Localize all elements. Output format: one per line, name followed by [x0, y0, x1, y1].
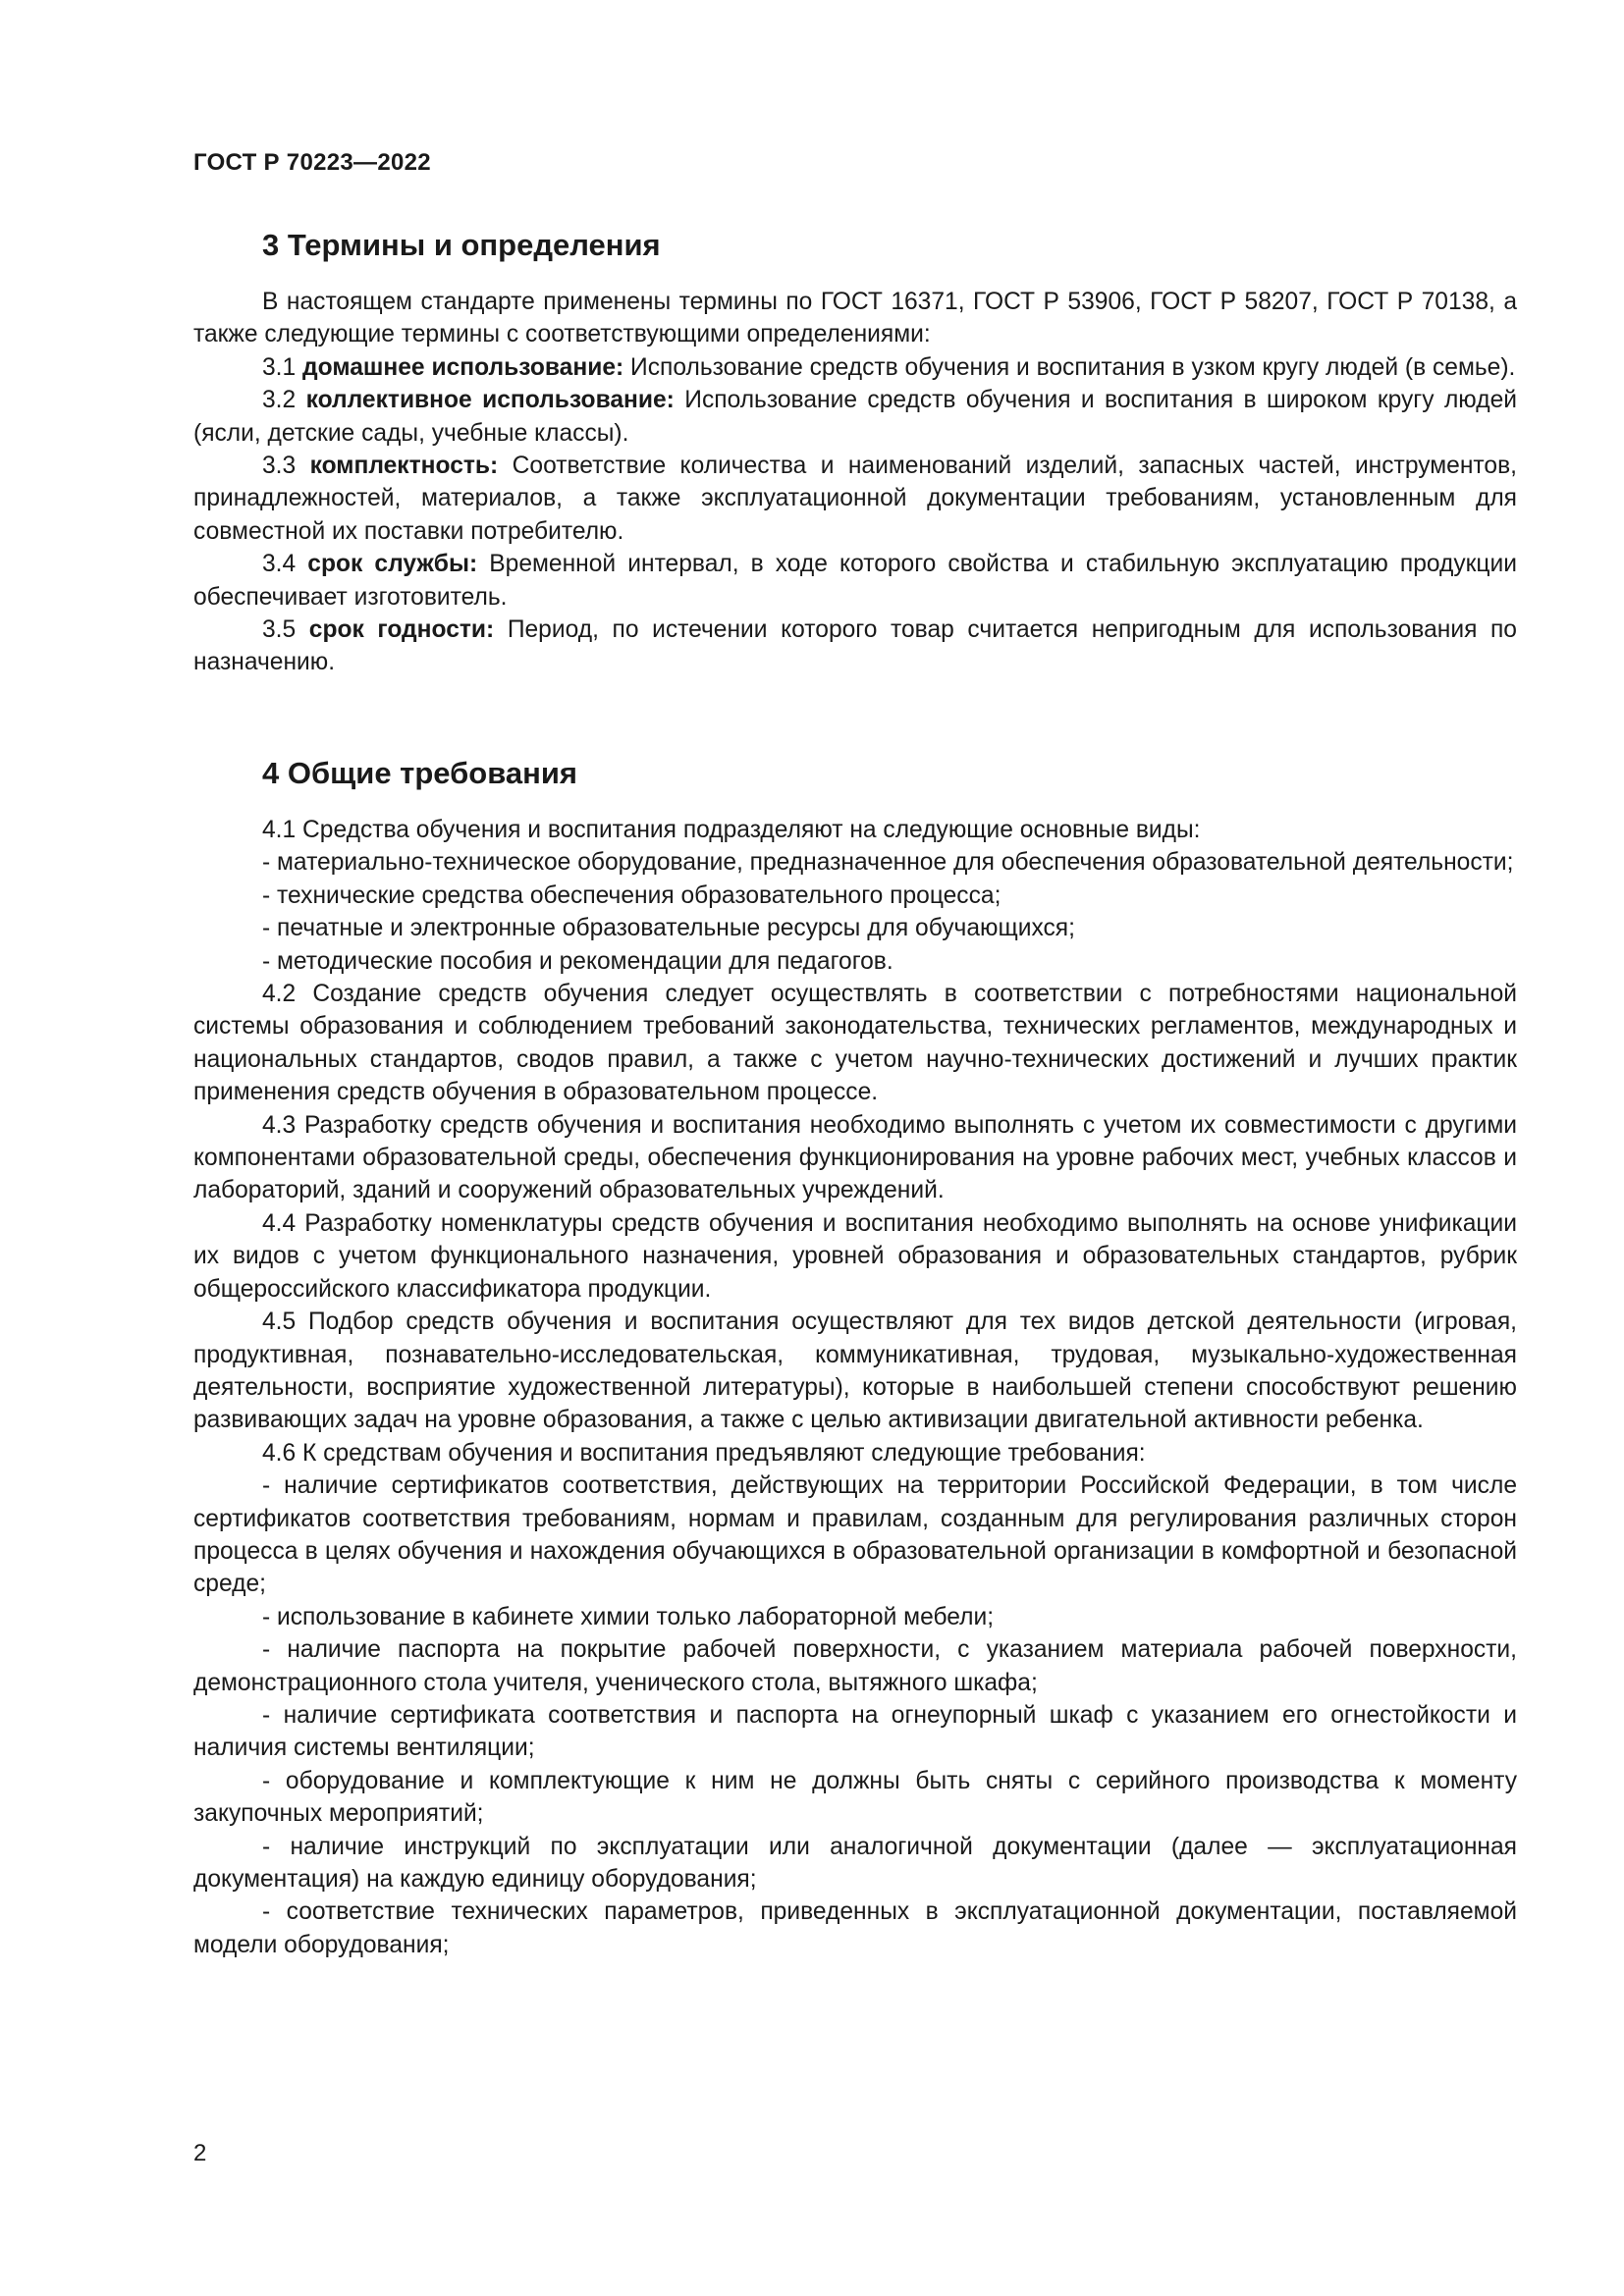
- term-number: 3.2: [262, 387, 297, 414]
- term-name: домашнее использование:: [302, 353, 624, 381]
- term-definition: Использование средств обучения и воспитания в широком кругу людей (ясли, детские сады, учебные классы).: [193, 387, 1517, 447]
- paragraph-4-6: 4.6 К средствам обучения и воспитания предъявляют следующие требования:: [262, 1439, 1146, 1467]
- page-number: 2: [193, 2140, 207, 2166]
- section-3-intro: В настоящем стандарте применены термины по ГОСТ 16371, ГОСТ Р 53906, ГОСТ Р 58207, ГОСТ Р 70138, а также следующие термины с соответствующими определениями:: [193, 289, 1517, 348]
- paragraph-4-2: 4.2 Создание средств обучения следует осуществлять в соответствии с потребностями национальной системы образования и соблюдением требований законодательства, технических регламентов, международных и национальных стандартов, сводов правил, а также с учетом научно-технических достижений и лучших практик применения средств обучения в образовательном процессе.: [193, 981, 1517, 1106]
- list-item: - наличие сертификата соответствия и паспорта на огнеупорный шкаф с указанием его огнестойкости и наличия системы вентиляции;: [193, 1701, 1517, 1762]
- term-number: 3.5: [262, 616, 297, 644]
- paragraph-4-4: 4.4 Разработку номенклатуры средств обучения и воспитания необходимо выполнять на основе унификации их видов с учетом функционального назначения, уровней образования и образовательных стандартов, рубрик общероссийского классификатора продукции.: [193, 1209, 1517, 1303]
- list-item: - технические средства обеспечения образовательного процесса;: [262, 881, 1001, 909]
- section-4-title: 4 Общие требования: [262, 756, 577, 790]
- section-3-title: 3 Термины и определения: [262, 228, 661, 262]
- term-paragraph: [193, 351, 1517, 384]
- list-item: - методические пособия и рекомендации для педагогов.: [262, 947, 893, 975]
- term-name: комплектность:: [309, 453, 499, 480]
- term-definition: Временной интервал, в ходе которого свойства и стабильную эксплуатацию продукции обеспечивает изготовитель.: [193, 551, 1517, 611]
- term-paragraph: [193, 450, 1517, 548]
- list-item: - наличие сертификатов соответствия, действующих на территории Российской Федерации, в том числе сертификатов соответствия требованиям, нормам и правилам, созданным для регулирования различных сторон процесса в целях обучения и нахождения обучающихся в образовательной организации в комфортной и безопасной среде;: [193, 1472, 1517, 1598]
- term-name: срок службы:: [307, 551, 478, 578]
- list-item: - печатные и электронные образовательные ресурсы для обучающихся;: [262, 915, 1075, 942]
- section-4-body: [193, 814, 1517, 1961]
- list-item: - наличие паспорта на покрытие рабочей поверхности, с указанием материала рабочей поверхности, демонстрационного стола учителя, ученического стола, вытяжного шкафа;: [193, 1636, 1517, 1696]
- term-number: 3.3: [262, 453, 297, 480]
- term-paragraph: [193, 384, 1517, 450]
- term-definition: Период, по истечении которого товар считается непригодным для использования по назначению.: [193, 616, 1517, 676]
- term-paragraph: [193, 548, 1517, 614]
- term-name: срок годности:: [308, 616, 495, 644]
- list-item: - оборудование и комплектующие к ним не должны быть сняты с серийного производства к моменту закупочных мероприятий;: [193, 1767, 1517, 1828]
- term-name: коллективное использование:: [305, 387, 675, 414]
- term-definition: Использование средств обучения и воспитания в узком кругу людей (в семье).: [630, 353, 1516, 381]
- term-number: 3.1: [262, 353, 297, 381]
- list-item: - использование в кабинете химии только лабораторной мебели;: [262, 1603, 995, 1630]
- section-3-body: [193, 286, 1517, 679]
- list-item: - наличие инструкций по эксплуатации или аналогичной документации (далее — эксплуатационная документация) на каждую единицу оборудования;: [193, 1833, 1517, 1893]
- term-number: 3.4: [262, 551, 297, 578]
- paragraph-4-1: 4.1 Средства обучения и воспитания подразделяют на следующие основные виды:: [262, 817, 1201, 843]
- document-code-header: ГОСТ Р 70223—2022: [193, 149, 431, 176]
- term-paragraph: [193, 614, 1517, 679]
- list-item: - материально-техническое оборудование, предназначенное для обеспечения образовательной деятельности;: [262, 849, 1514, 877]
- list-item: - соответствие технических параметров, приведенных в эксплуатационной документации, поставляемой модели оборудования;: [193, 1898, 1517, 1958]
- paragraph-4-3: 4.3 Разработку средств обучения и воспитания необходимо выполнять с учетом их совместимости с другими компонентами образовательной среды, обеспечения функционирования на уровне рабочих мест, учебных классов и лабораторий, зданий и сооружений образовательных учреждений.: [193, 1111, 1517, 1204]
- term-definition: Соответствие количества и наименований изделий, запасных частей, инструментов, принадлежностей, материалов, а также эксплуатационной документации требованиям, установленным для совместной их поставки потребителю.: [193, 453, 1517, 545]
- paragraph-4-5: 4.5 Подбор средств обучения и воспитания осуществляют для тех видов детской деятельности (игровая, продуктивная, познавательно-исследовательская, коммуникативная, трудовая, музыкально-художественная деятельности, восприятие художественной литературы), которые в наибольшей степени способствуют решению развивающих задач на уровне образования, а также с целью активизации двигательной активности ребенка.: [193, 1308, 1517, 1434]
